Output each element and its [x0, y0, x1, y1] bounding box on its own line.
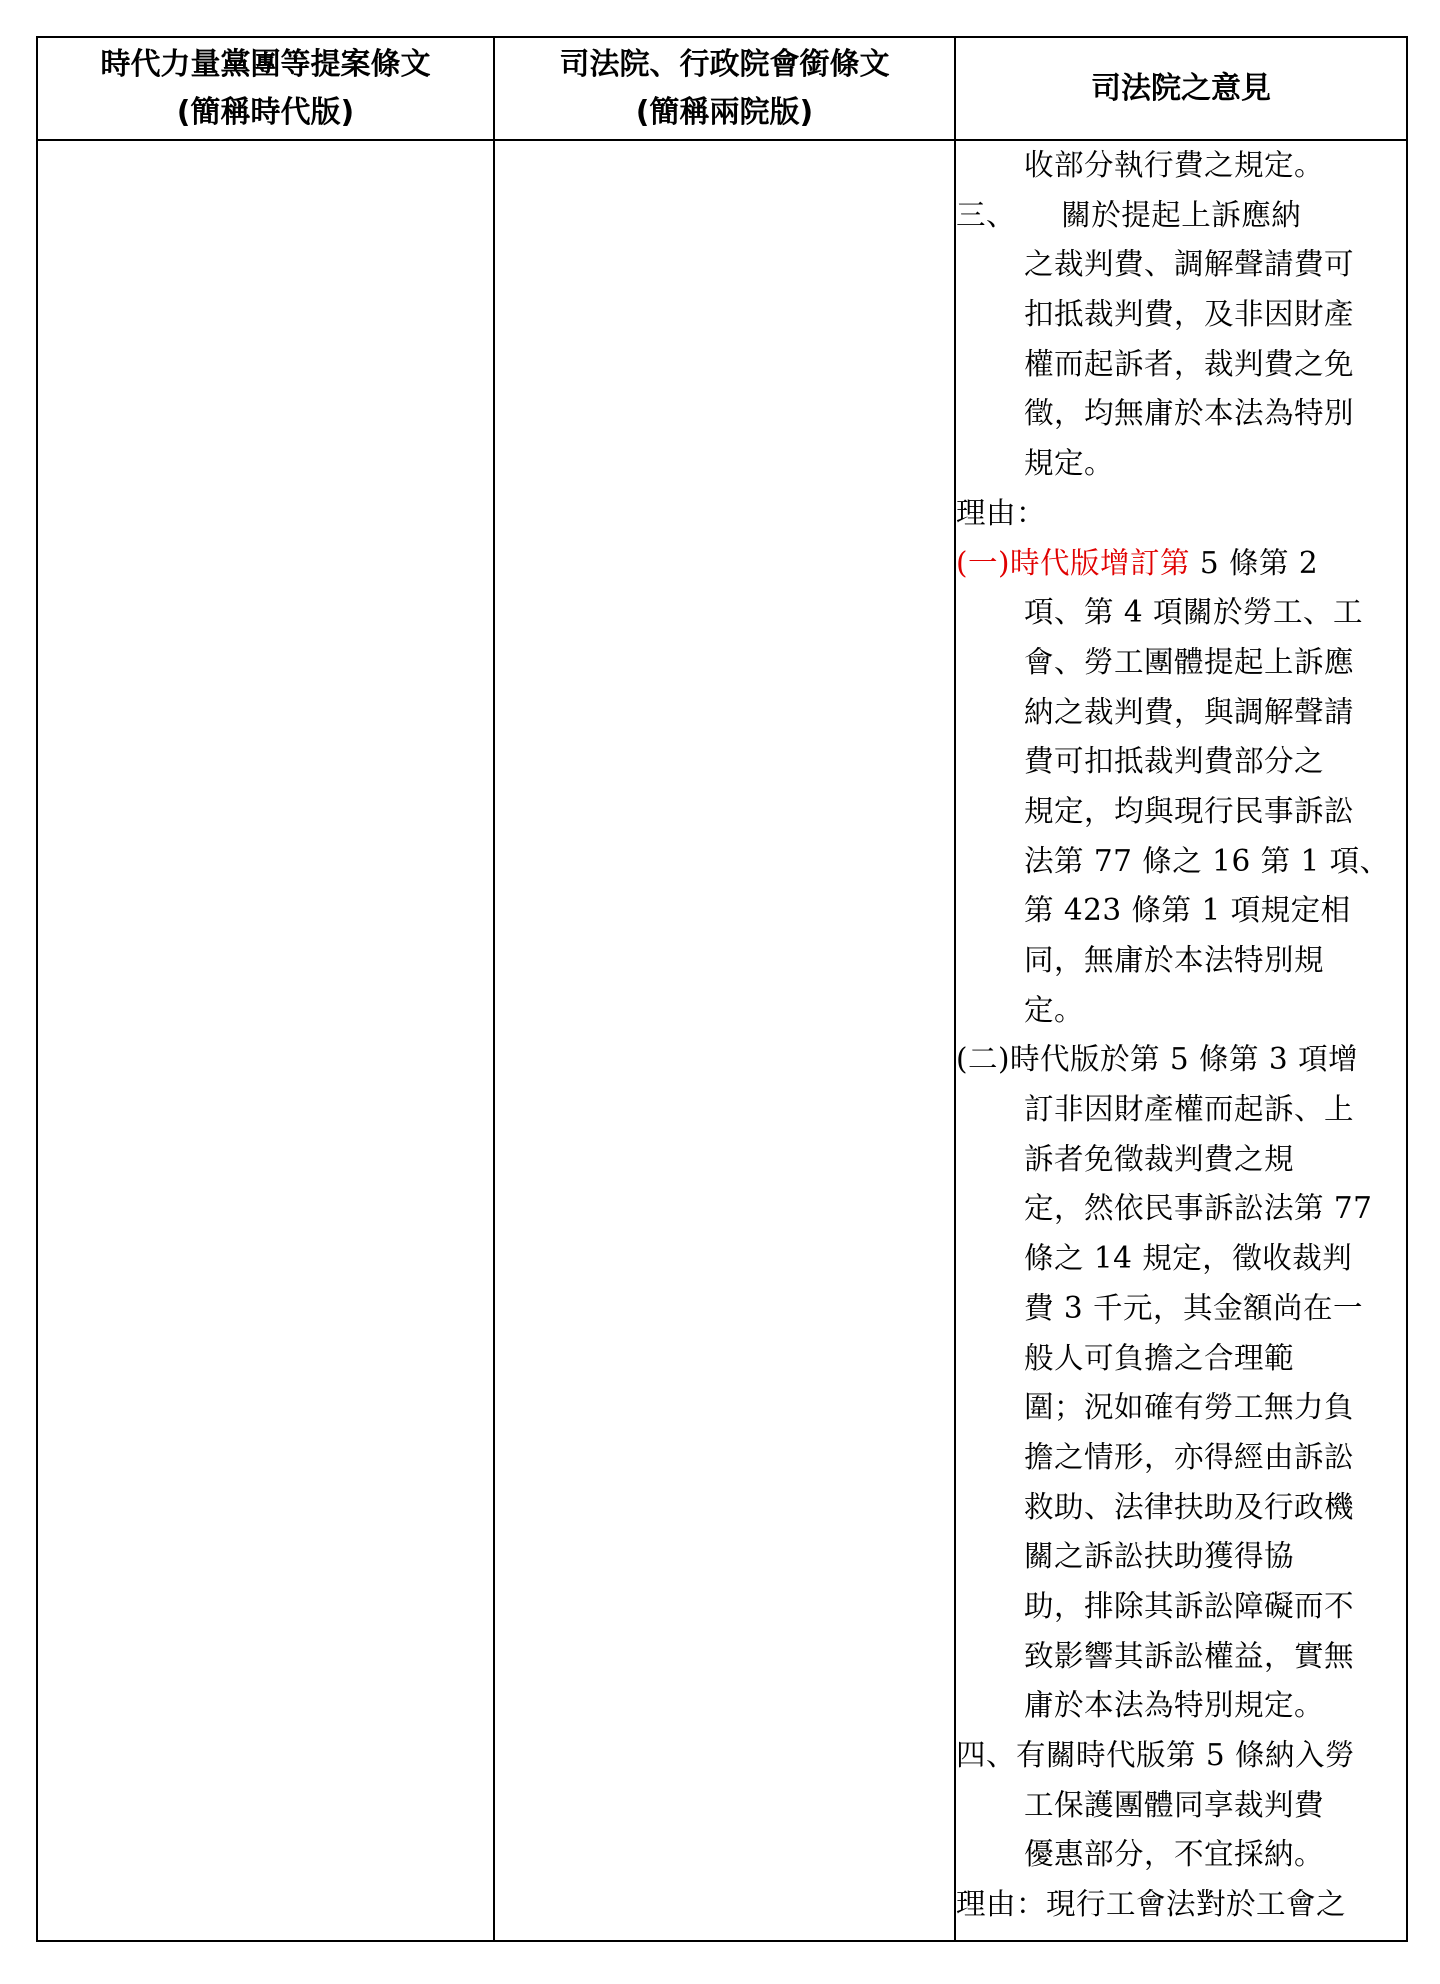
- opinion-line-text: 之裁判費、調解聲請費可: [1024, 247, 1355, 282]
- opinion-line-text: 規定。: [1024, 446, 1115, 481]
- opinion-line: [956, 1284, 1402, 1334]
- opinion-line-text: 三、 關於提起上訴應納: [956, 197, 1302, 232]
- opinion-line-text: 理由：: [956, 495, 1047, 530]
- opinion-line: [956, 1085, 1402, 1135]
- opinion-line-text: 理由：現行工會法對於工會之: [956, 1887, 1347, 1922]
- opinion-line-text: 定，然依民事訴訟法第 77: [1024, 1191, 1373, 1226]
- opinion-line-text: 訴者免徵裁判費之規: [1024, 1141, 1295, 1176]
- opinion-line: [956, 340, 1402, 390]
- opinion-line: [956, 1334, 1402, 1384]
- opinion-line: [956, 240, 1402, 290]
- opinion-line-text: 費 3 千元，其金額尚在一: [1024, 1290, 1364, 1325]
- opinion-line: [956, 1582, 1402, 1632]
- highlighted-text: (一)時代版增訂第: [956, 545, 1191, 580]
- opinion-line: [956, 1632, 1402, 1682]
- opinion-line-text: 扣抵裁判費，及非因財產: [1024, 297, 1355, 332]
- opinion-line: [956, 638, 1402, 688]
- opinion-line: [956, 787, 1402, 837]
- opinion-line: [956, 1135, 1402, 1185]
- opinion-line: [956, 489, 1402, 539]
- opinion-line-text: 收部分執行費之規定。: [1024, 148, 1325, 182]
- opinion-line: [956, 1383, 1402, 1433]
- opinion-line-text: 權而起訴者，裁判費之免: [1024, 346, 1355, 381]
- opinion-line: [956, 191, 1402, 241]
- opinion-line-text: 第 423 條第 1 項規定相: [1024, 893, 1351, 928]
- opinion-line-text: 圍；況如確有勞工無力負: [1024, 1390, 1355, 1425]
- opinion-line-text: 般人可負擔之合理範: [1024, 1340, 1295, 1375]
- header-col2-line1: 司法院、行政院會銜條文: [559, 46, 890, 82]
- header-col3-line1: 司法院之意見: [1091, 70, 1271, 106]
- opinion-line-text: 定。: [1024, 992, 1085, 1027]
- opinion-line: [956, 1532, 1402, 1582]
- opinion-line-text: 助，排除其訴訟障礙而不: [1024, 1588, 1355, 1623]
- opinion-line: [956, 439, 1402, 489]
- opinion-line: [956, 141, 1402, 191]
- opinion-line: [956, 1184, 1402, 1234]
- opinion-line-text: 項、第 4 項關於勞工、工: [1024, 595, 1364, 630]
- opinion-line: [956, 1731, 1402, 1781]
- opinion-line-text: 工保護團體同享裁判費: [1024, 1787, 1325, 1822]
- opinion-line-text: 納之裁判費，與調解聲請: [1024, 694, 1355, 729]
- cell-two-yuan-text: [495, 141, 954, 1940]
- opinion-line: [956, 1234, 1402, 1284]
- opinion-line: [956, 1681, 1402, 1731]
- opinion-line-text: 會、勞工團體提起上訴應: [1024, 644, 1355, 679]
- header-col-two-yuan: [495, 38, 954, 139]
- opinion-line-text: 訂非因財產權而起訴、上: [1024, 1092, 1355, 1127]
- opinion-line: [956, 837, 1402, 887]
- opinion-line: [956, 1035, 1402, 1085]
- opinion-line: [956, 588, 1402, 638]
- opinion-line-text: 優惠部分，不宜採納。: [1024, 1837, 1325, 1872]
- opinion-line-text: 致影響其訴訟權益，實無: [1024, 1638, 1355, 1673]
- opinion-line: [956, 1880, 1402, 1930]
- header-col1-line1: 時代力量黨團等提案條文: [100, 46, 431, 82]
- opinion-line-text: 同，無庸於本法特別規: [1024, 943, 1325, 977]
- opinion-line: [956, 1781, 1402, 1831]
- opinion-line-text: 5 條第 2: [1190, 545, 1319, 580]
- opinion-line-text: 法第 77 條之 16 第 1 項、: [1024, 843, 1390, 878]
- opinion-line: [956, 688, 1402, 738]
- opinion-line-text: 關之訴訟扶助獲得協: [1024, 1539, 1295, 1574]
- opinion-line: [956, 290, 1402, 340]
- opinion-line: [956, 1830, 1402, 1880]
- opinion-line-text: 徵，均無庸於本法為特別: [1024, 396, 1355, 431]
- header-col2-line2: (簡稱兩院版): [635, 94, 814, 130]
- opinion-line-text: 救助、法律扶助及行政機: [1024, 1489, 1355, 1524]
- opinion-line: [956, 539, 1402, 589]
- opinion-line-text: 庸於本法為特別規定。: [1024, 1688, 1325, 1723]
- cell-time-power-text: [38, 141, 493, 1940]
- opinion-line: [956, 1433, 1402, 1483]
- opinion-line-text: 條之 14 規定，徵收裁判: [1024, 1241, 1353, 1276]
- opinion-line: [956, 389, 1402, 439]
- opinion-line-text: 費可扣抵裁判費部分之: [1024, 744, 1325, 779]
- opinion-line-text: 規定，均與現行民事訴訟: [1024, 793, 1355, 828]
- comparison-table: [36, 36, 1408, 1942]
- header-col1-line2: (簡稱時代版): [176, 94, 355, 130]
- opinion-line: [956, 986, 1402, 1036]
- opinion-line-text: 擔之情形，亦得經由訴訟: [1024, 1439, 1355, 1474]
- opinion-line: [956, 886, 1402, 936]
- cell-judicial-opinion: [956, 141, 1402, 1930]
- opinion-line: [956, 737, 1402, 787]
- opinion-line-text: 四、有關時代版第 5 條納入勞: [956, 1738, 1356, 1772]
- opinion-line: [956, 936, 1402, 986]
- opinion-line-text: (二)時代版於第 5 條第 3 項增: [956, 1042, 1359, 1077]
- opinion-line: [956, 1483, 1402, 1533]
- header-col-time-power: [38, 38, 493, 139]
- header-col-judicial-opinion: [956, 38, 1406, 139]
